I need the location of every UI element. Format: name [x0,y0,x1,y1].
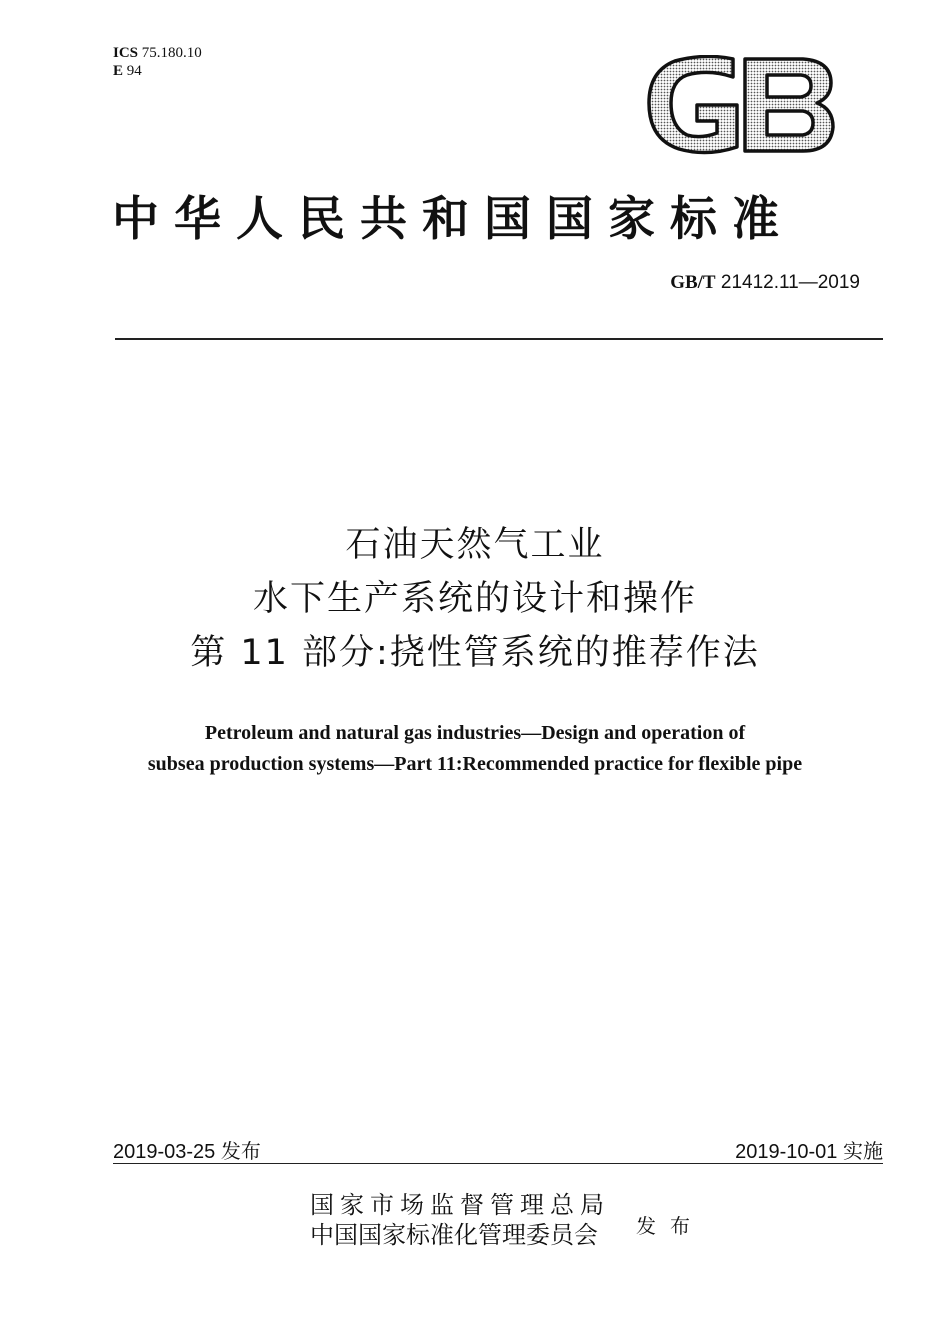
ics-label: ICS [113,45,139,61]
ics-classification [113,44,202,80]
standard-number [670,272,860,294]
title-en-line-1: Petroleum and natural gas industries—Design and operation of [204,722,746,744]
title-en-line-2: subsea production systems—Part 11:Recommended practice for flexible pipe [147,753,803,775]
title-cn-line-3: 第 11 部分:挠性管系统的推荐作法 [190,633,760,673]
footer-divider [113,1163,883,1164]
chinese-title [0,518,950,680]
title-cn-line-2: 水下生产系统的设计和操作 [252,579,697,619]
issuer-samr: 国家市场监督管理总局 [310,1191,610,1219]
publish-label: 发布 [636,1214,704,1238]
ccs-label: E [113,63,124,79]
gb-logo-icon [645,55,835,155]
ccs-code: 94 [126,63,142,79]
ccs-line [113,62,202,80]
header-divider [115,338,883,340]
issue-date: 2019-03-25 发布 [113,1141,261,1163]
issuing-authorities [310,1190,610,1250]
national-standard-title: 中华人民共和国国家标准 [112,192,794,247]
standard-code: 21412.11—2019 [720,272,860,293]
gb-logo [645,55,835,155]
standard-prefix: GB/T [670,272,716,293]
ics-code: 75.180.10 [141,45,202,61]
issuer-sac: 中国国家标准化管理委员会 [310,1221,598,1249]
title-cn-line-1: 石油天然气工业 [345,525,605,565]
english-title [0,718,950,780]
implementation-date: 2019-10-01 实施 [735,1141,883,1163]
ics-line [113,44,202,62]
